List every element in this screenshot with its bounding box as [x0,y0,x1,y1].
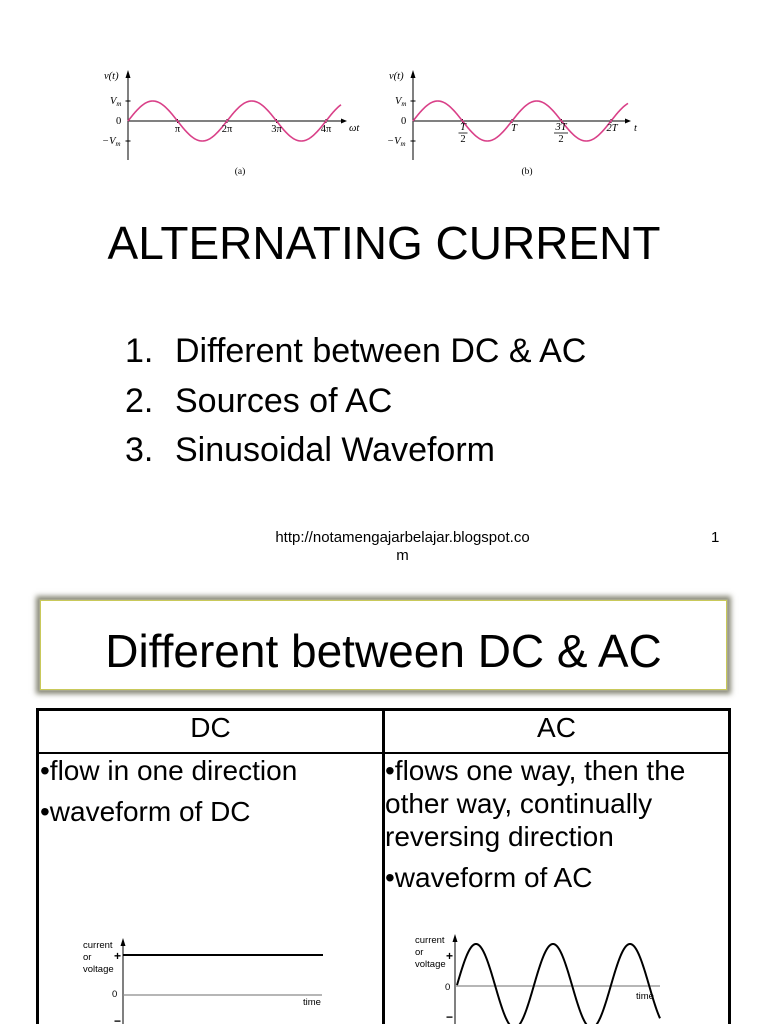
waveform-figure-a [102,70,360,177]
footer-url: http://notamengajarbelajar.blogspot.com [275,529,530,564]
y-tick-main: V [395,96,402,107]
list-item-text: Sinusoidal Waveform [175,431,495,469]
x-tick-label-denominator: 2 [558,134,564,145]
y-axis-label-line: voltage [83,964,114,975]
bullet-item: •waveform of DC [40,796,251,827]
list-item-text: Different between DC & AC [175,332,587,370]
waveform-figure-b [387,70,638,177]
bullet-item: •flows one way, then the other way, continually reversing direction [385,755,686,852]
y-tick-label-max [395,96,406,108]
list-item [125,327,586,377]
y-axis-arrow [126,70,131,78]
y-tick-subscript: m [401,100,407,108]
cell-dc [39,754,382,1024]
x-tick-label-denominator: 2 [460,134,466,145]
list-item-number: 3. [125,431,154,469]
x-tick-label: π [174,124,181,135]
list-item [125,426,586,476]
y-tick-label-max [110,96,121,108]
x-tick-label: 4π [320,124,332,135]
y-axis-arrow [121,938,126,946]
dc-waveform-graph [78,930,338,1024]
zero-label: 0 [445,982,451,993]
y-tick-subscript: m [400,140,406,148]
y-tick-main: V [110,96,117,107]
x-axis-arrow [341,119,347,124]
sinusoid-figures [0,0,768,190]
y-axis-arrow [411,70,416,78]
y-tick-label-zero: 0 [401,116,407,127]
y-axis-label: v(t) [389,71,404,82]
x-tick-label-numerator: T [460,122,466,133]
plus-sign: + [114,949,122,963]
slide-title: Different between DC & AC [105,625,662,677]
agenda-list [125,327,586,476]
minus-sign: − [446,1010,454,1024]
y-tick-main: −V [102,136,116,147]
x-tick-label: 2π [221,124,233,135]
list-item-number: 2. [125,381,154,420]
x-axis-arrow [625,119,631,124]
list-item-text: Sources of AC [175,381,393,420]
x-tick-label: 3π [271,124,282,135]
zero-label: 0 [112,989,118,1000]
y-axis-arrow [453,934,458,942]
figure-caption: (b) [521,167,533,177]
ac-waveform-graph [405,928,680,1024]
slide-title-frame [40,600,727,690]
plus-sign: + [446,949,454,963]
bullet-item: •flow in one direction [40,755,298,786]
header-ac: AC [537,712,576,743]
slide-number: 1 [711,529,720,546]
bullet-item: •waveform of AC [385,862,593,893]
list-item-number: 1. [125,332,154,370]
y-tick-main: −V [387,136,401,147]
list-item [125,377,586,427]
y-axis-label: v(t) [104,71,119,82]
y-tick-label-min [387,136,406,148]
x-tick-label: 2T [606,123,618,134]
y-axis-label-line: voltage [415,959,446,970]
y-axis-label-line: current [415,935,445,946]
slide-2 [0,580,768,1024]
x-tick-label-numerator: 3T [555,122,567,133]
header-dc: DC [190,712,231,743]
x-axis-label: ωt [349,123,360,134]
x-tick-label: T [511,123,517,134]
cell-ac [385,754,728,1024]
figure-caption: (a) [234,167,246,177]
x-axis-label: time [636,991,654,1002]
slide-title: ALTERNATING CURRENT [107,217,661,269]
ac-sine-wave [457,944,660,1024]
minus-sign: − [114,1014,122,1024]
y-tick-label-zero: 0 [116,116,122,127]
x-axis-label: t [634,123,637,134]
x-axis-label: time [303,997,321,1008]
y-tick-subscript: m [116,100,122,108]
y-axis-label-line: or [415,947,424,958]
y-tick-label-min [102,136,121,148]
comparison-table [36,708,731,1024]
y-axis-label-line: current [83,940,113,951]
y-axis-label-line: or [83,952,92,963]
y-tick-subscript: m [115,140,121,148]
